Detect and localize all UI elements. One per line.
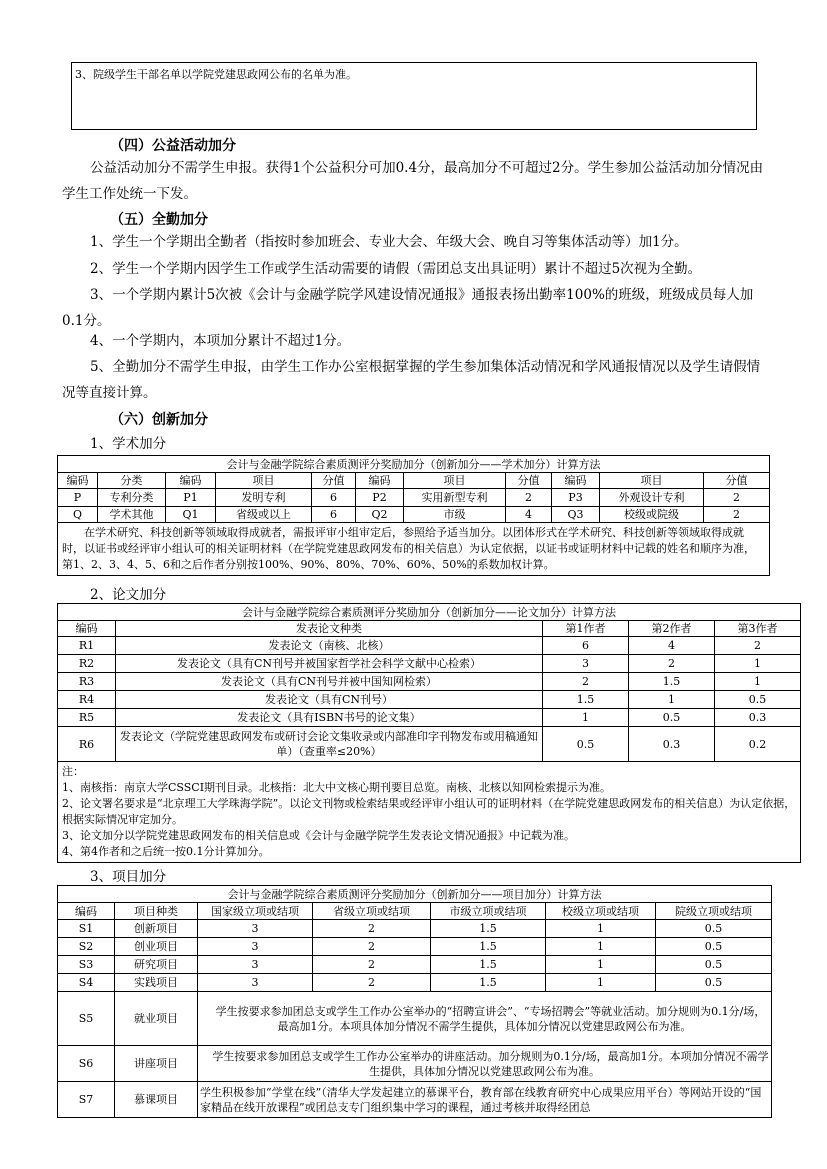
section-5-item-3: 3、一个学期内累计5次被《会计与金融学院学风建设情况通报》通报表扬出勤率100%的班级，班级成员每人加0.1分。 [62, 287, 754, 329]
table-title: 会计与金融学院综合素质测评分奖励加分（创新加分——学术加分）计算方法 [58, 456, 770, 473]
section-5-item-4: 4、一个学期内，本项加分累计不超过1分。 [90, 333, 351, 349]
table-row: S4 实践项目 3 2 1.5 1 0.5 [58, 974, 772, 992]
table-row: R1 发表论文（南核、北核） 6 4 2 [58, 637, 801, 655]
table-row: S2 创业项目 3 2 1.5 1 0.5 [58, 938, 772, 956]
section-4-paragraph [62, 155, 768, 207]
paper-bonus-table [57, 603, 801, 863]
table-header-row: 编码 项目种类 国家级立项或结项 省级立项或结项 市级立项或结项 校级立项或结项 院级立项或结项 [58, 903, 772, 920]
table-row: R3 发表论文（具有CN刊号并被中国知网检索） 2 1.5 1 [58, 673, 801, 691]
section-6-heading: （六）创新加分 [110, 412, 208, 428]
table-header-row: 编码 分类 编码 项目 分值 编码 项目 分值 编码 项目 分值 [58, 473, 770, 489]
section-4-heading: （四）公益活动加分 [110, 138, 236, 154]
project-bonus-table [57, 885, 772, 1118]
table-row: R6 发表论文（学院党建思政网发布或研讨会论文集收录或内部准印字刊物发布或用稿通知单）（查重率≤20%） 0.5 0.3 0.2 [58, 727, 801, 762]
table-row: R2 发表论文（具有CN刊号并被国家哲学社会科学文献中心检索） 3 2 1 [58, 655, 801, 673]
continuation-note: 3、院级学生干部名单以学院党建思政网公布的名单为准。 [75, 68, 357, 81]
table-row: P 专利分类 P1 发明专利 6 P2 实用新型专利 2 P3 外观设计专利 2 [58, 489, 770, 507]
table-row: Q 学术其他 Q1 省级或以上 6 Q2 市级 4 Q3 校级或院级 2 [58, 507, 770, 523]
academic-subheading: 1、学术加分 [90, 436, 167, 452]
table-row: S3 研究项目 3 2 1.5 1 0.5 [58, 956, 772, 974]
table-row: S7 慕课项目 学生积极参加“学堂在线”（清华大学发起建立的慕课平台，教育部在线教育研究中心成果应用平台）等网站开设的“国家精品在线开放课程”或团总支专门组织集中学习的课程，通过考核并取得经团总 [58, 1082, 772, 1118]
paper-subheading: 2、论文加分 [90, 587, 167, 603]
table-notes: 注： 1、南核指：南京大学CSSCI期刊目录。北核指：北大中文核心期刊要目总览。南核、北核以知网检索提示为准。 2、论文署名要求是“北京理工大学珠海学院”。以论文刊物或检索结果或经评审小组认可的证明材料（在学院党建思政网发布的相关信息）为认定依据，根据实际情况审定加分。 3、论文加分以学院党建思政网发布的相关信息或《会计与金融学院学生发表论文情况通报》中记载为准。 4、第4作者和之后统一按0.1分计算加分。 [58, 762, 801, 863]
section-5-item-2: 2、学生一个学期内因学生工作或学生活动需要的请假（需团总支出具证明）累计不超过5次视为全勤。 [90, 261, 702, 277]
table-row: S5 就业项目 学生按要求参加团总支或学生工作办公室举办的“招聘宣讲会”、“专场招聘会”等就业活动。加分规则为0.1分/场，最高加1分。本项具体加分情况不需学生提供，具体加分情况以党建思政网公布为准。 [58, 992, 772, 1046]
table-row: S6 讲座项目 学生按要求参加团总支或学生工作办公室举办的讲座活动。加分规则为0.1分/场，最高加1分。本项加分情况不需学生提供，具体加分情况以党建思政网公布为准。 [58, 1046, 772, 1082]
table-row: R5 发表论文（具有ISBN书号的论文集） 1 0.5 0.3 [58, 709, 801, 727]
section-5-heading: （五）全勤加分 [110, 212, 208, 228]
table-row: R4 发表论文（具有CN刊号） 1.5 1 0.5 [58, 691, 801, 709]
table-row: S1 创新项目 3 2 1.5 1 0.5 [58, 920, 772, 938]
project-subheading: 3、项目加分 [90, 869, 167, 885]
table-header-row: 编码 发表论文种类 第1作者 第2作者 第3作者 [58, 621, 801, 637]
table-note: 在学术研究、科技创新等领域取得成就者，需报评审小组审定后，参照给予适当加分。以团体形式在学术研究、科技创新等领域取得成就时，以证书或经评审小组认可的相关证明材料（在学院党建思政网发布的相关信息）为认定依据，以证书或证明材料中记载的姓名和顺序为准，第1、2、3、4、5、6和之后作者分别按100%、90%、80%、70%、60%、50%的系数加权计算。 [58, 523, 770, 576]
section-5-item-5: 5、全勤加分不需学生申报，由学生工作办公室根据掌握的学生参加集体活动情况和学风通报情况以及学生请假情况等直接计算。 [62, 359, 761, 401]
table-title: 会计与金融学院综合素质测评分奖励加分（创新加分——项目加分）计算方法 [58, 886, 772, 903]
section-4-text: 公益活动加分不需学生申报。获得1个公益积分可加0.4分，最高加分不可超过2分。学生参加公益活动加分情况由学生工作处统一下发。 [62, 160, 764, 202]
academic-bonus-table [57, 455, 770, 576]
section-5-item-1: 1、学生一个学期出全勤者（指按时参加班会、专业大会、年级大会、晚自习等集体活动等）加1分。 [90, 234, 688, 250]
continuation-note-box [71, 62, 757, 130]
table-title: 会计与金融学院综合素质测评分奖励加分（创新加分——论文加分）计算方法 [58, 604, 801, 621]
